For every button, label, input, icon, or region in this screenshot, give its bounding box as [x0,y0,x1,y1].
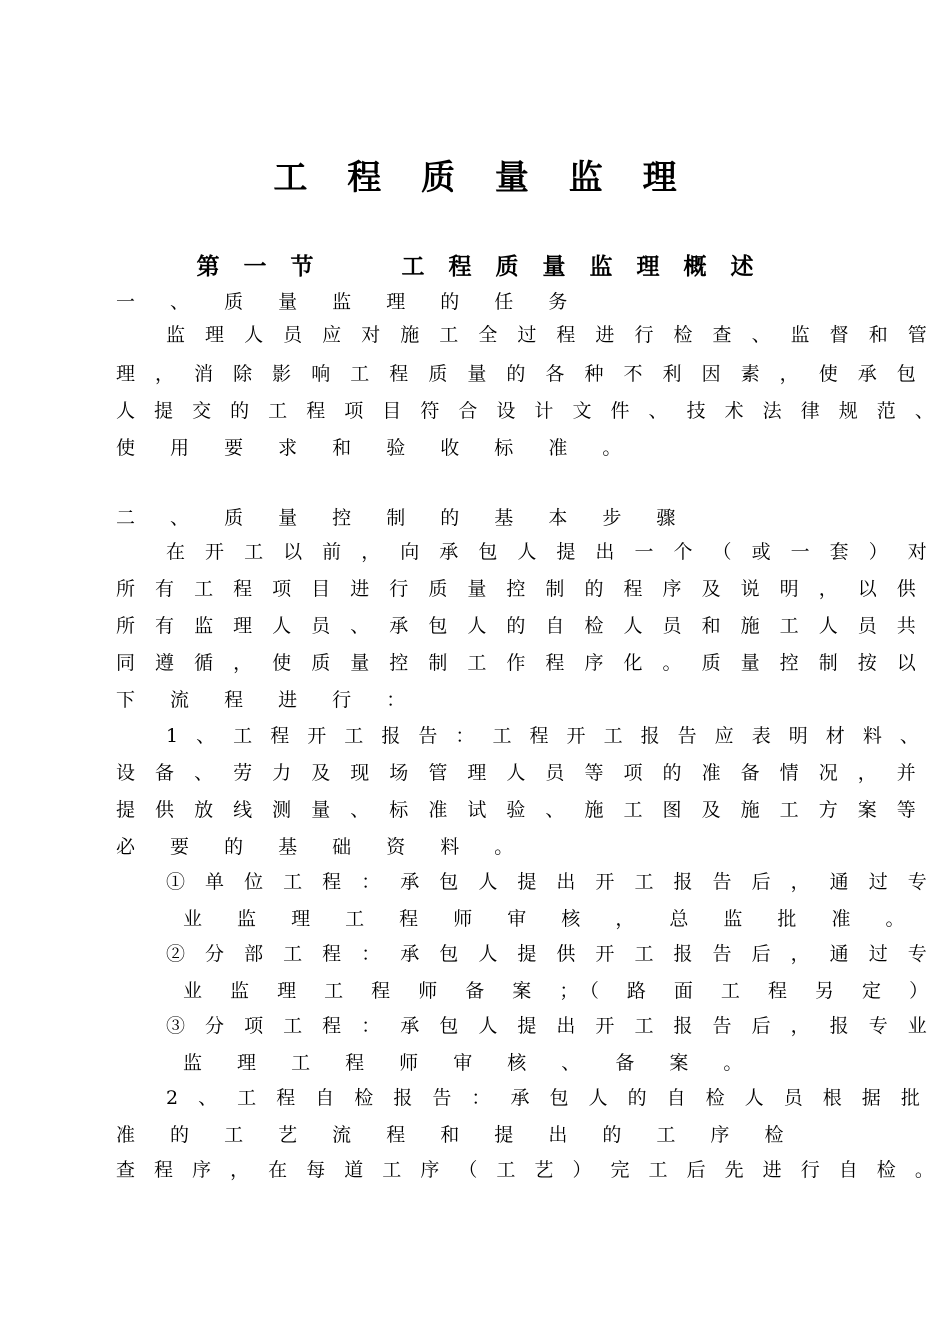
sub-item1-line1: ① 单 位 工 程 ： 承 包 人 提 出 开 工 报 告 后 ， 通 过 专 [166,871,934,893]
para2-line2: 所 有 工 程 项 目 进 行 质 量 控 制 的 程 序 及 说 明 ， 以 供 [116,578,923,600]
document-title: 工 程 质 量 监 理 [273,158,691,198]
item2-line1: 2 、 工 程 自 检 报 告 ： 承 包 人 的 自 检 人 员 根 据 批 [166,1087,927,1109]
item2-line3: 查 程 序 ， 在 每 道 工 序 （ 工 艺 ） 完 工 后 先 进 行 自 检 。 [116,1159,941,1181]
item1-line3: 提 供 放 线 测 量 、 标 准 试 验 、 施 工 图 及 施 工 方 案 等 [116,799,923,821]
heading-task: 一 、 质 量 监 理 的 任 务 [116,291,582,313]
sub-item1-line2: 业 监 理 工 程 师 审 核 ， 总 监 批 准 。 [183,908,920,930]
para1-line1: 监 理 人 员 应 对 施 工 全 过 程 进 行 检 查 、 监 督 和 管 [166,324,934,346]
heading-steps: 二 、 质 量 控 制 的 基 本 步 骤 [116,507,690,529]
para2-line5: 下 流 程 进 行 ： [116,689,420,711]
sub-item3-line2: 监 理 工 程 师 审 核 、 备 案 。 [183,1052,757,1074]
para2-line4: 同 遵 循 ， 使 质 量 控 制 工 作 程 序 化 。 质 量 控 制 按 以 [116,652,923,674]
para1-line4: 使 用 要 求 和 验 收 标 准 。 [116,437,636,459]
sub-item3-line1: ③ 分 项 工 程 ： 承 包 人 提 出 开 工 报 告 后 ， 报 专 业 [166,1015,934,1037]
section-title: 第 一 节 工 程 质 量 监 理 概 述 [196,254,762,280]
sub-item2-line2: 业 监 理 工 程 师 备 案 ；（ 路 面 工 程 另 定 ） [183,980,940,1002]
para2-line1: 在 开 工 以 前 ， 向 承 包 人 提 出 一 个 （ 或 一 套 ） 对 [166,541,934,563]
item1-line1: 1 、 工 程 开 工 报 告 ： 工 程 开 工 报 告 应 表 明 材 料 、 [166,725,925,747]
item1-line2: 设 备 、 劳 力 及 现 场 管 理 人 员 等 项 的 准 备 情 况 ， 并 [116,762,923,784]
para1-line2: 理 ， 消 除 影 响 工 程 质 量 的 各 种 不 利 因 素 ， 使 承 包 [116,363,923,385]
item2-line2: 准 的 工 艺 流 程 和 提 出 的 工 序 检 [116,1124,798,1146]
para1-line3: 人 提 交 的 工 程 项 目 符 合 设 计 文 件 、 技 术 法 律 规 范 、 [116,400,941,422]
item1-line4: 必 要 的 基 础 资 料 。 [116,836,528,858]
sub-item2-line1: ② 分 部 工 程 ： 承 包 人 提 供 开 工 报 告 后 ， 通 过 专 [166,943,934,965]
para2-line3: 所 有 监 理 人 员 、 承 包 人 的 自 检 人 员 和 施 工 人 员 共 [116,615,923,637]
